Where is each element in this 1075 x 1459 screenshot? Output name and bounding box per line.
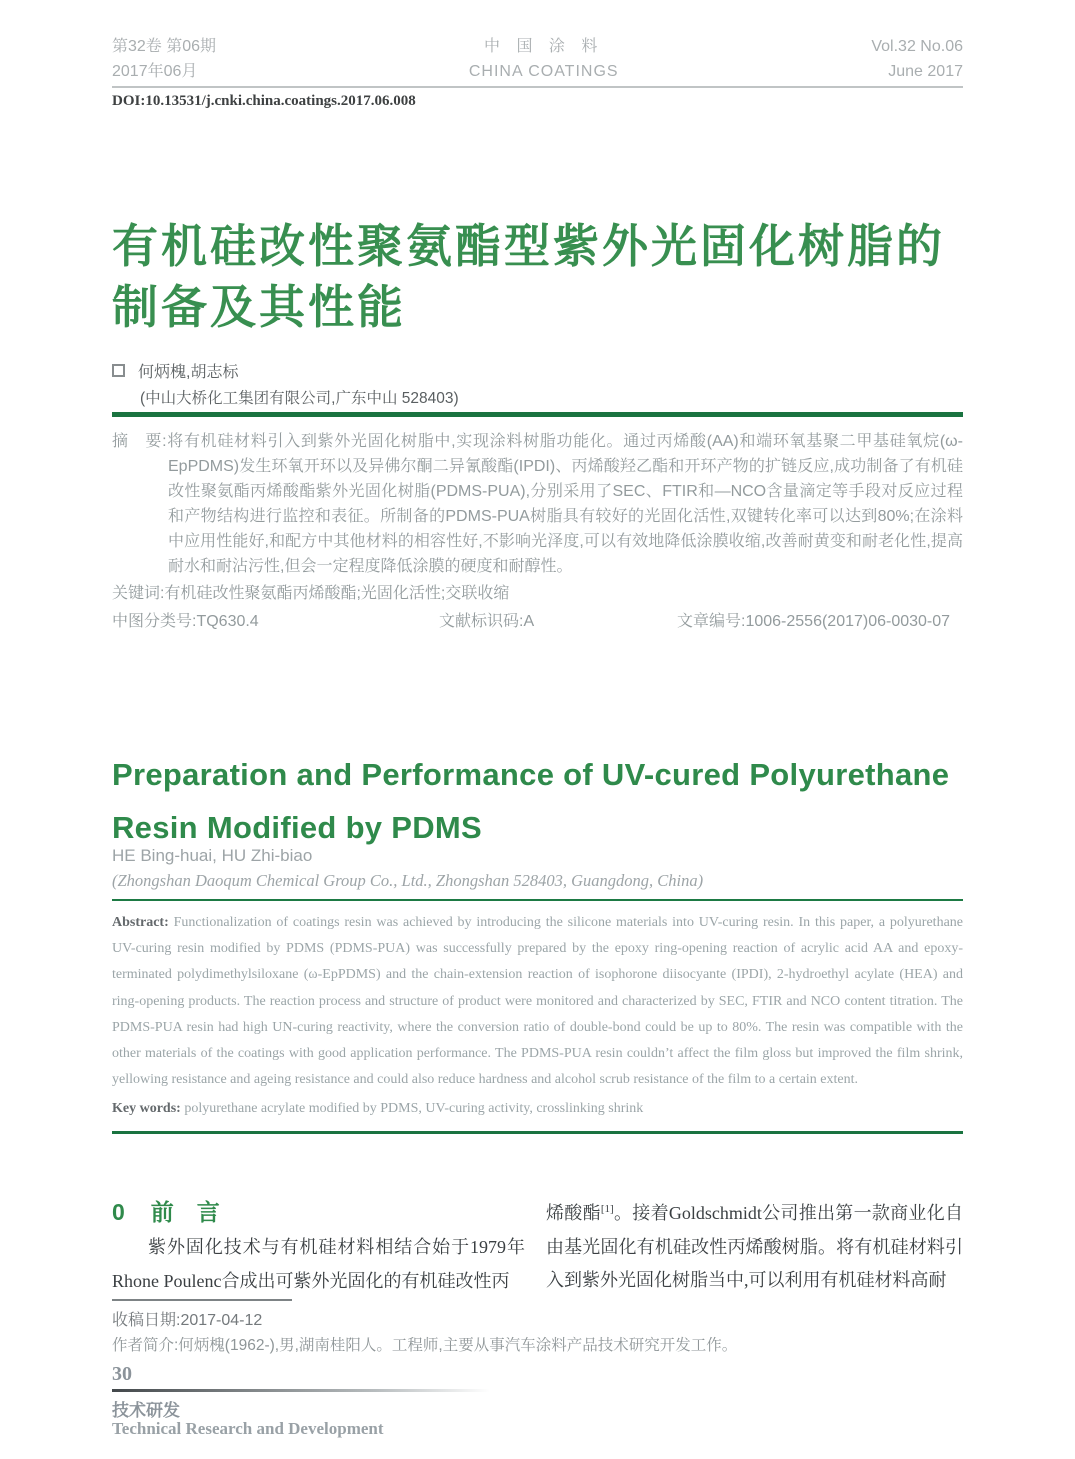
journal-title-block bbox=[469, 34, 619, 84]
article-title-cn-line1: 有机硅改性聚氨酯型紫外光固化树脂的 bbox=[112, 220, 945, 272]
abstract-en-text: Functionalization of coatings resin was achieved by introducing the silicone materials into UV-curing resin. In this paper, a polyurethane UV-curing resin modified by PDMS (PDMS-PUA) was successfully prepared by the epoxy ring-opening reaction of acrylic acid AA and epoxy-terminated polydimethylsiloxane (ω-EpPDMS) and the chain-extension reaction of isophorone diisocyante (IPDI), 2-hydroethyl acylate (HEA) and ring-opening products. The reaction process and structure of product were monitored and characterized by SEC, FTIR and NCO content titration. The PDMS-PUA resin had high UN-curing reactivity, where the conversion ratio of double-bond could be up to 80%. The resin was compatible with the other materials of the coatings with good application performance. The PDMS-PUA resin couldn’t affect the film gloss but improved the film shrink, yellowing resistance and ageing resistance and could also reduce hardness and alcohol scrub resistance of the film to a certain extent. bbox=[112, 915, 963, 1088]
issue-date-en: June 2017 bbox=[888, 63, 963, 80]
article-title-en bbox=[112, 748, 963, 854]
classification-row bbox=[112, 608, 963, 631]
english-abstract-block bbox=[112, 899, 963, 1134]
document-code: 文献标识码:A bbox=[439, 613, 535, 630]
abstract-en-label: Abstract: bbox=[112, 915, 169, 930]
affiliation-cn: (中山大桥化工集团有限公司,广东中山 528403) bbox=[140, 390, 459, 407]
issue-volume-cn: 第32卷 第06期 bbox=[112, 38, 217, 55]
authors-row bbox=[112, 359, 963, 382]
keywords-en bbox=[112, 1096, 963, 1122]
journal-title-cn: 中 国 涂 料 bbox=[484, 38, 604, 55]
abstract-cn-label: 摘 要: bbox=[112, 433, 167, 450]
keywords-cn-text: 有机硅改性聚氨酯丙烯酸酯;光固化活性;交联收缩 bbox=[164, 585, 510, 602]
intro-right-column bbox=[546, 1197, 963, 1298]
clc-number: 中图分类号:TQ630.4 bbox=[112, 613, 259, 630]
authors-cn: 何炳槐,胡志标 bbox=[138, 364, 239, 381]
issue-info-en bbox=[871, 34, 963, 84]
issue-date-cn: 2017年06月 bbox=[112, 63, 198, 80]
abstract-en bbox=[112, 910, 963, 1093]
authors-en: HE Bing-huai, HU Zhi-biao bbox=[112, 846, 313, 865]
keywords-en-label: Key words: bbox=[112, 1101, 181, 1117]
intro-left-column bbox=[112, 1231, 525, 1298]
header-divider bbox=[112, 86, 963, 88]
page-number: 30 bbox=[112, 1363, 132, 1385]
citation-ref-1: [1] bbox=[600, 1203, 614, 1215]
author-bio: 作者简介:何炳槐(1962-),男,湖南桂阳人。工程师,主要从事汽车涂料产品技术研究开发工作。 bbox=[112, 1337, 738, 1354]
title-divider bbox=[112, 412, 963, 417]
article-title-en-line1: Preparation and Performance of UV-cured Polyurethane bbox=[112, 757, 950, 792]
issue-volume-en: Vol.32 No.06 bbox=[871, 38, 963, 55]
footer-divider bbox=[112, 1389, 490, 1392]
keywords-cn-label: 关键词: bbox=[112, 585, 165, 602]
intro-right-text bbox=[546, 1197, 963, 1298]
journal-header bbox=[112, 34, 963, 84]
article-title-cn bbox=[112, 216, 963, 338]
author-square-icon bbox=[112, 364, 125, 377]
column-name-cn: 技术研发 bbox=[112, 1401, 180, 1420]
affiliation-en: (Zhongshan Daoqum Chemical Group Co., Ltd., Zhongshan 528403, Guangdong, China) bbox=[112, 871, 704, 890]
article-title-en-line2: Resin Modified by PDMS bbox=[112, 810, 483, 845]
abstract-cn-text: 将有机硅材料引入到紫外光固化树脂中,实现涂料树脂功能化。通过丙烯酸(AA)和端环氧基聚二甲基硅氧烷(ω-EpPDMS)发生环氧开环以及异佛尔酮二异氰酸酯(IPDI)、丙烯酸羟乙酯和开环产物的扩链反应,成功制备了有机硅改性聚氨酯丙烯酸酯紫外光固化树脂(PDMS-PUA),分别采用了SEC、FTIR和—NCO含量滴定等手段对反应过程和产物结构进行监控和表征。所制备的PDMS-PUA树脂具有较好的光固化活性,双键转化率可以达到80%;在涂料中应用性能好,和配方中其他材料的相容性好,不影响光泽度,可以有效地降低涂膜收缩,改善耐黄变和耐老化性,提高耐水和耐沾污性,但会一定程度降低涂膜的硬度和耐醇性。 bbox=[166, 433, 963, 575]
abstract-divider-top bbox=[112, 899, 963, 901]
issue-info-cn bbox=[112, 34, 216, 84]
doi-line: DOI:10.13531/j.cnki.china.coatings.2017.06.008 bbox=[112, 93, 416, 109]
received-date: 收稿日期:2017-04-12 bbox=[112, 1312, 263, 1329]
keywords-en-text: polyurethane acrylate modified by PDMS, UV-curing activity, crosslinking shrink bbox=[180, 1101, 644, 1117]
article-id: 文章编号:1006-2556(2017)06-0030-07 bbox=[677, 613, 951, 630]
abstract-divider-bottom bbox=[112, 1131, 963, 1134]
article-title-cn-line2: 制备及其性能 bbox=[112, 281, 406, 333]
intro-right-pre: 烯酸酯 bbox=[546, 1203, 601, 1223]
abstract-cn bbox=[112, 429, 963, 579]
intro-right-post: 。接着Goldschmidt公司推出第一款商业化自由基光固化有机硅改性丙烯酸树脂。将有机硅材料引入到紫外光固化树脂当中,可以利用有机硅材料高耐 bbox=[546, 1203, 964, 1290]
footnote-divider bbox=[112, 1299, 292, 1301]
keywords-cn bbox=[112, 580, 963, 603]
section-number: 0 bbox=[112, 1199, 125, 1225]
journal-title-en: CHINA COATINGS bbox=[468, 63, 619, 80]
section-title: 前 言 bbox=[150, 1199, 220, 1225]
column-name-en: Technical Research and Development bbox=[112, 1419, 384, 1438]
intro-left-text: 紫外固化技术与有机硅材料相结合始于1979年Rhone Poulenc合成出可紫外光固化的有机硅改性丙 bbox=[112, 1237, 525, 1291]
